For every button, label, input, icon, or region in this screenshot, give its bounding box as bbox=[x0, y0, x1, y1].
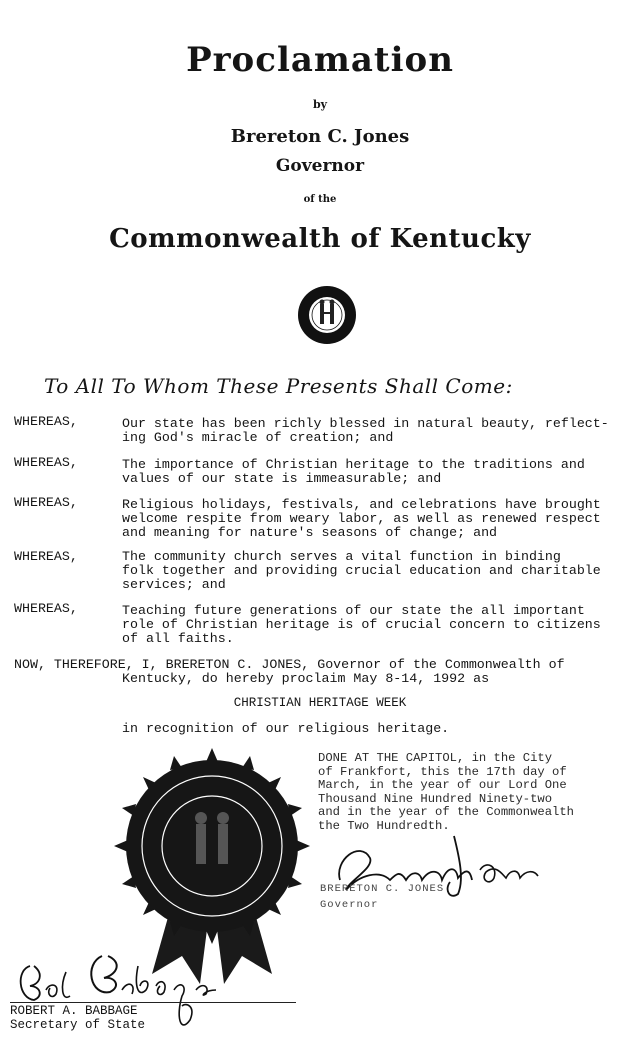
whereas-label: WHEREAS, bbox=[14, 495, 78, 510]
therefore-line: Kentucky, do hereby proclaim May 8-14, 1992 as bbox=[122, 671, 490, 686]
whereas-label: WHEREAS, bbox=[14, 549, 78, 564]
secretary-printed-title: Secretary of State bbox=[10, 1018, 146, 1032]
governor-name-heading: Brereton C. Jones bbox=[230, 126, 410, 147]
week-title: CHRISTIAN HERITAGE WEEK bbox=[233, 696, 407, 710]
secretary-printed-name: ROBERT A. BABBAGE bbox=[10, 1004, 138, 1018]
proclamation-title: Proclamation bbox=[186, 40, 454, 80]
whereas-label: WHEREAS, bbox=[14, 455, 78, 470]
whereas-label: WHEREAS, bbox=[14, 601, 78, 616]
kentucky-seal-icon bbox=[296, 284, 358, 346]
commonwealth-heading: Commonwealth of Kentucky bbox=[109, 224, 531, 254]
whereas-label: WHEREAS, bbox=[14, 414, 78, 429]
whereas-text: The importance of Christian heritage to the traditions and values of our state is immeasurable; and bbox=[122, 457, 585, 486]
signature-line bbox=[10, 1002, 296, 1003]
done-at-capitol-text: DONE AT THE CAPITOL, in the City of Frankfort, this the 17th day of March, in the year of our Lord One Thousand Nine Hundred Ninety-two and in the year of the Commonwealth the Two Hundredth. bbox=[318, 751, 574, 833]
salutation: To All To Whom These Presents Shall Come: bbox=[44, 374, 513, 398]
governor-printed-name: BRERETON C. JONES bbox=[320, 883, 445, 895]
governor-office-heading: Governor bbox=[275, 156, 365, 176]
whereas-text: Religious holidays, festivals, and celebrations have brought welcome respite from weary labor, as well as renewed respect and meaning for nature's seasons of change; and bbox=[122, 497, 601, 540]
of-the-label: of the bbox=[303, 194, 337, 205]
governor-printed-title: Governor bbox=[320, 899, 379, 911]
whereas-text: Teaching future generations of our state the all important role of Christian heritage is of crucial concern to citizens of all faiths. bbox=[122, 603, 601, 646]
by-label: by bbox=[312, 98, 328, 111]
recognition-line: in recognition of our religious heritage. bbox=[122, 721, 450, 736]
therefore-line: NOW, THEREFORE, I, BRERETON C. JONES, Governor of the Commonwealth of bbox=[14, 657, 565, 672]
whereas-text: The community church serves a vital function in binding folk together and providing crucial education and charitable services; and bbox=[122, 549, 601, 592]
whereas-text: Our state has been richly blessed in natural beauty, reflect- ing God's miracle of creation; and bbox=[122, 416, 609, 445]
